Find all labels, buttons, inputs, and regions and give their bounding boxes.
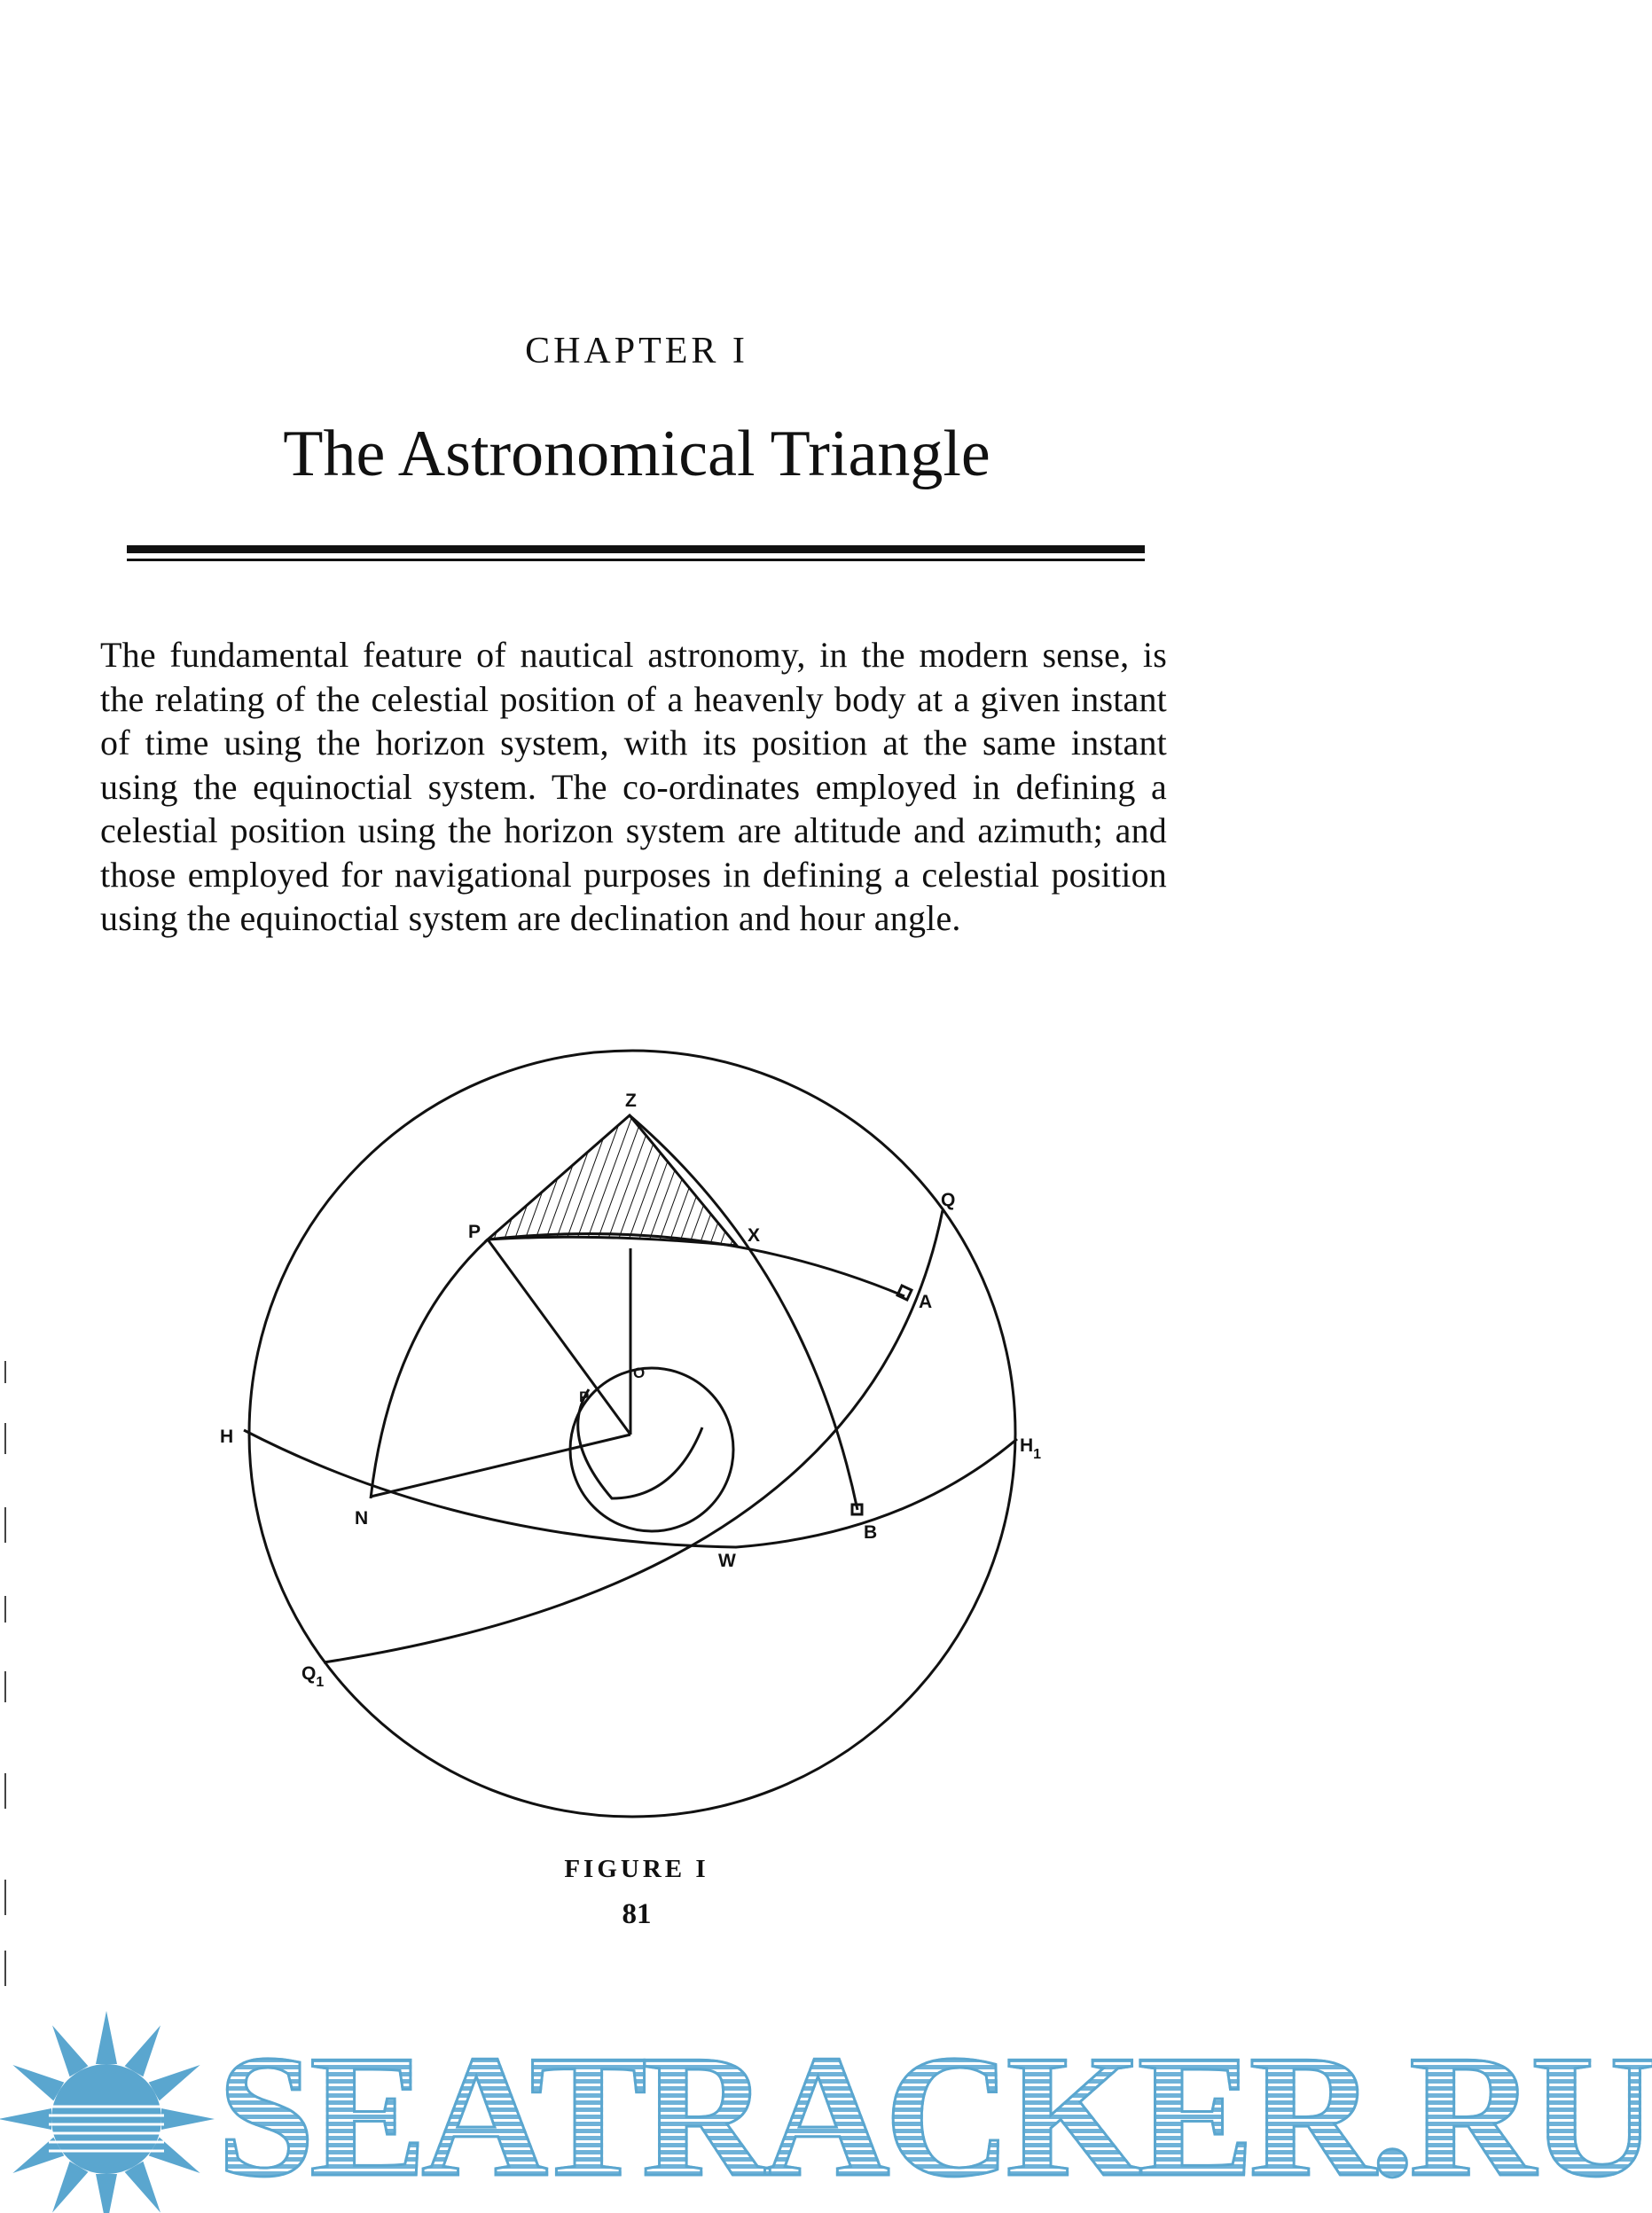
- line-N-centre: [371, 1435, 630, 1497]
- label-Q: Q: [941, 1190, 956, 1210]
- label-W: W: [718, 1551, 736, 1571]
- meridian-arc-PN: [371, 1239, 488, 1498]
- page-number: 81: [622, 1898, 652, 1930]
- label-A: A: [919, 1292, 933, 1312]
- line-P-centre: [488, 1239, 630, 1435]
- watermark-text: SEATRACKER.RU: [217, 2019, 1652, 2213]
- chapter-label: CHAPTER I: [525, 331, 748, 371]
- label-N: N: [355, 1508, 369, 1529]
- body-paragraph: The fundamental feature of nautical astronomy, in the modern sense, is the relating of the celestial position of a heavenly body at a given instant of time using the horizon system, with its position at the same instant using the equinoctial system. The co-ordinates employed in defining a celestial position using the horizon system are altitude and azimuth; and those employed for navigational purposes in defining a celestial position using the equinoctial system are declination and hour angle.: [100, 635, 1167, 938]
- label-Z: Z: [625, 1091, 637, 1111]
- figure-caption: FIGURE I: [564, 1855, 709, 1883]
- label-X: X: [748, 1225, 761, 1246]
- label-H: H: [220, 1427, 234, 1447]
- label-Q1: $Q_1$: [301, 1663, 325, 1690]
- right-angle-A: [897, 1286, 912, 1300]
- label-p: P: [579, 1388, 590, 1405]
- label-P: P: [468, 1222, 482, 1242]
- label-B: B: [864, 1522, 878, 1543]
- hatched-triangle: [488, 1115, 737, 1246]
- scan-margin-marks: [0, 0, 18, 2212]
- label-O: O: [633, 1365, 646, 1381]
- label-H1: $H_1$: [1020, 1435, 1042, 1462]
- chapter-title: The Astronomical Triangle: [283, 418, 990, 490]
- equinoctial-arc: [324, 1210, 943, 1662]
- inner-circle: [570, 1368, 733, 1531]
